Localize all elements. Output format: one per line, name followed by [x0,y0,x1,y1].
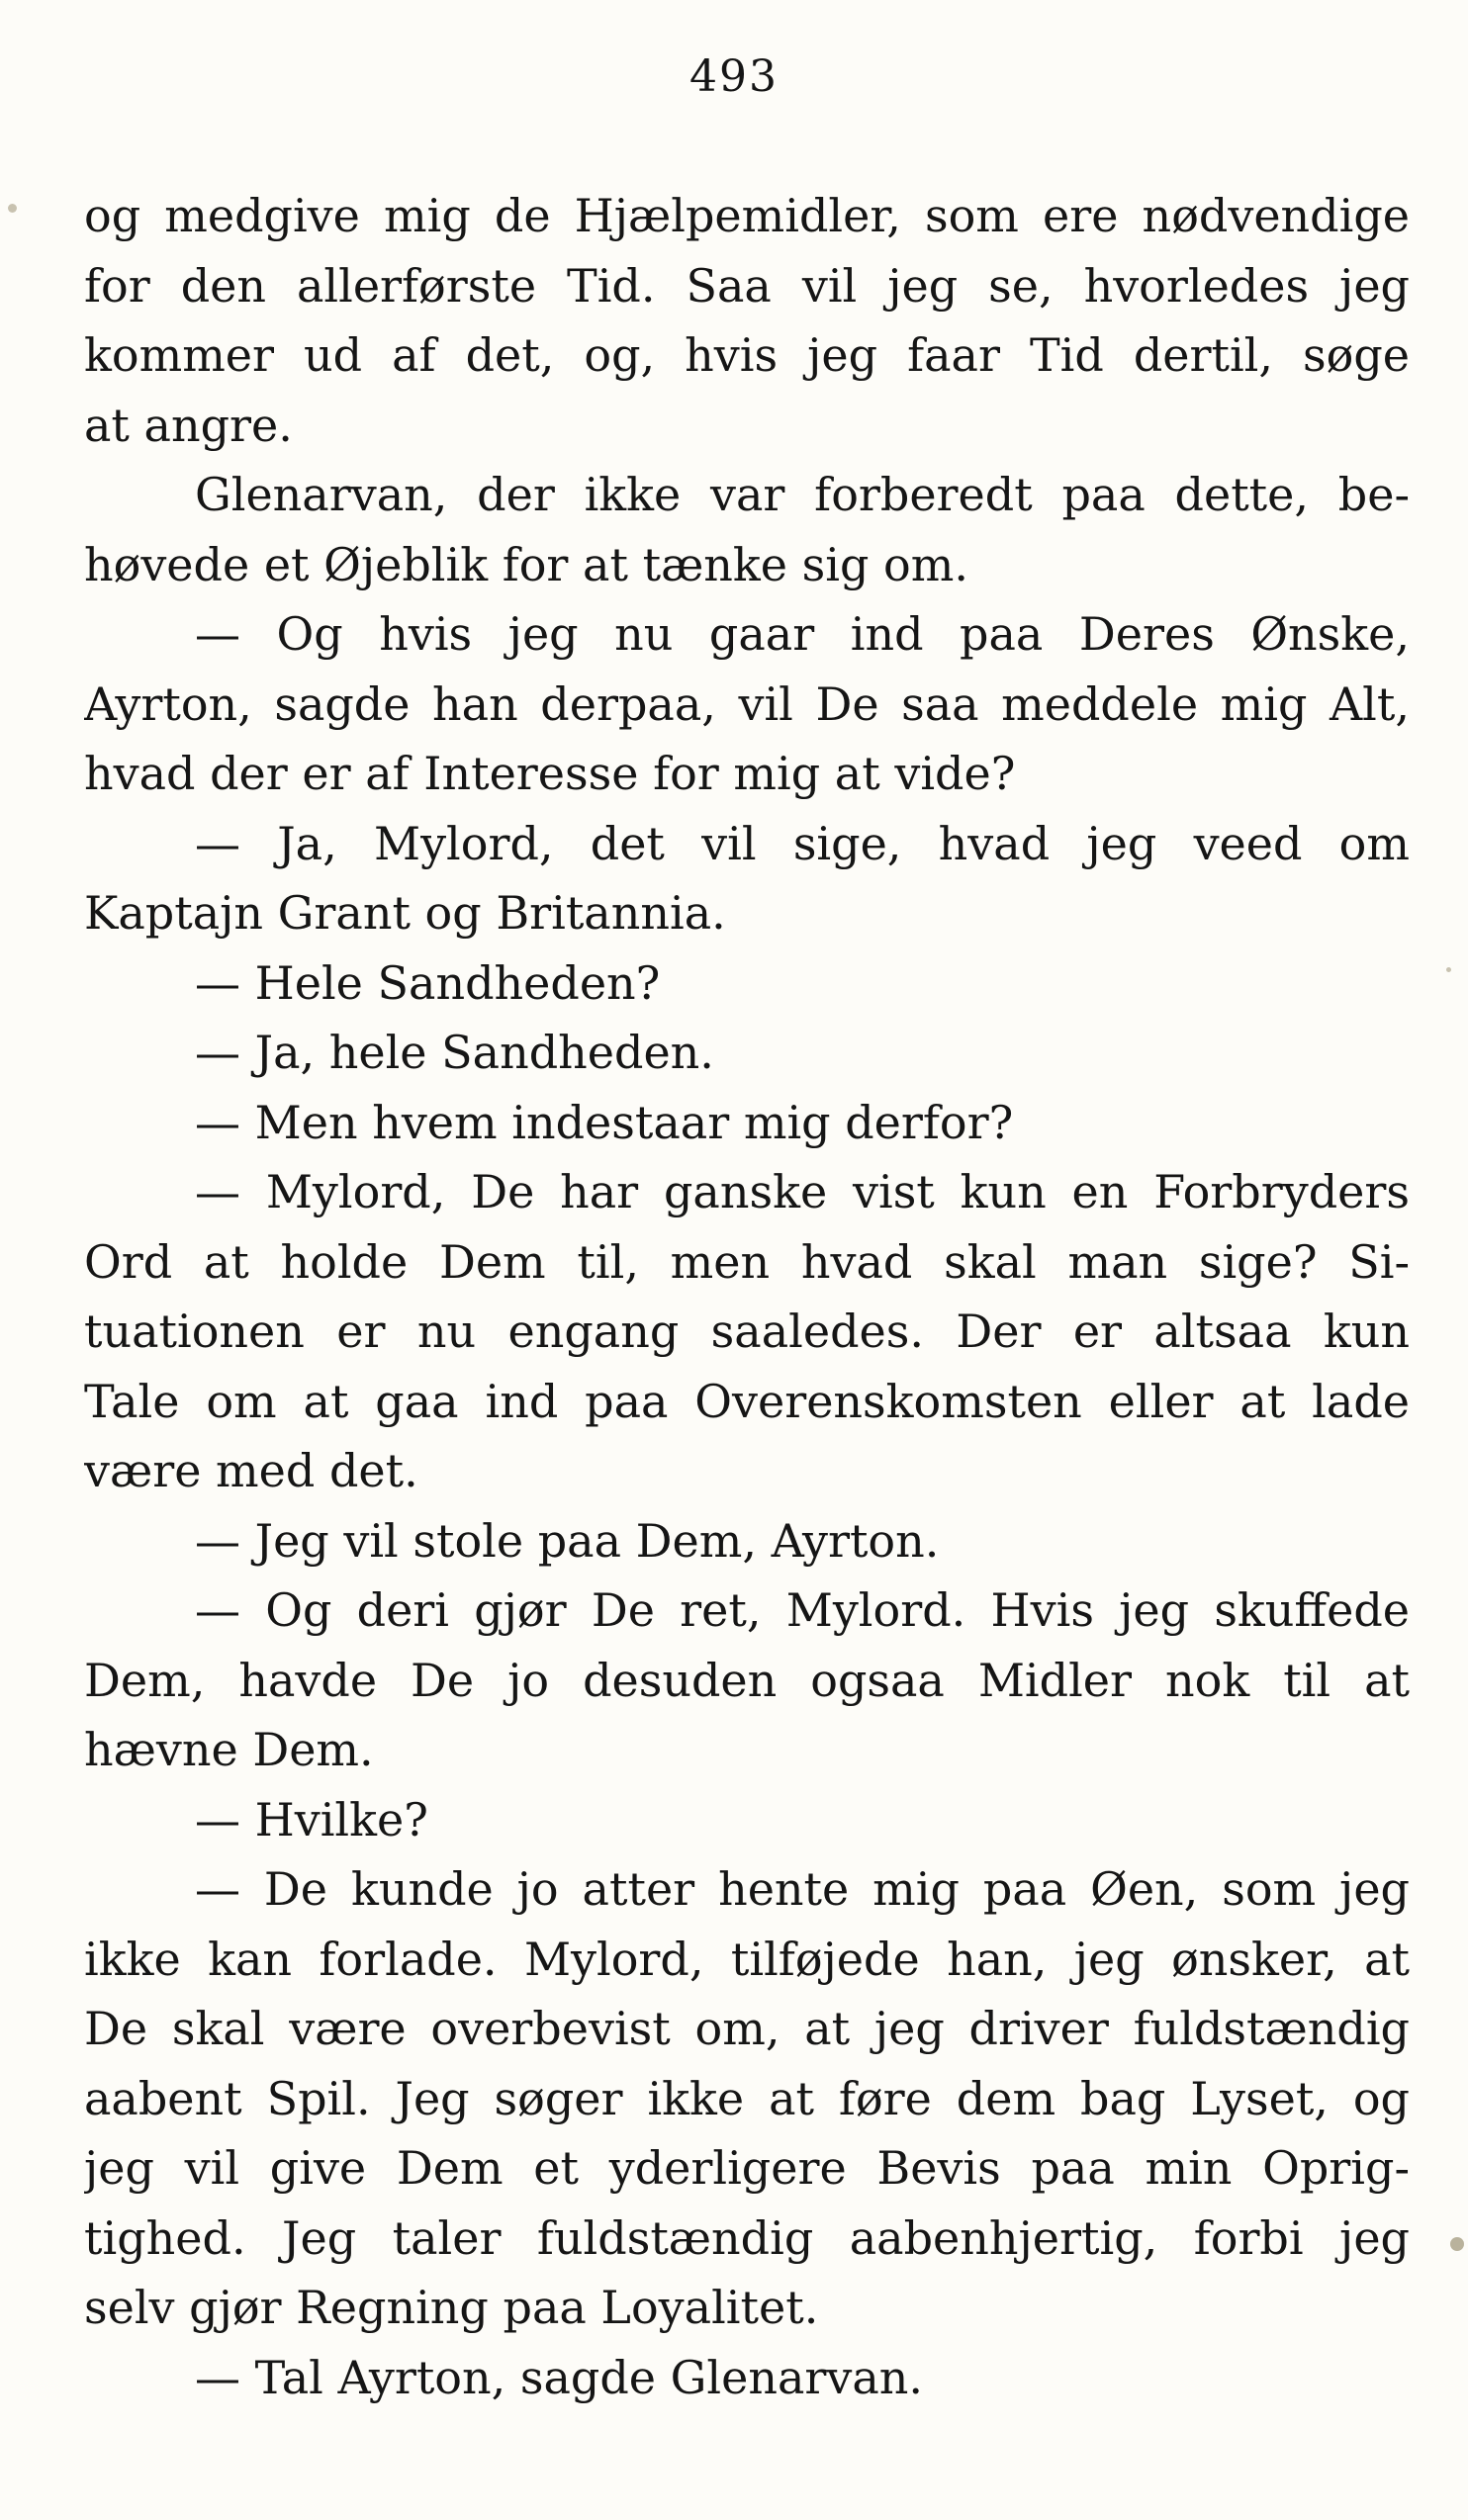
text-line: — Jeg vil stole paa Dem, Ayrton. [195,1513,940,1568]
text-line: være med det. [84,1444,418,1497]
text-line: jeg vil give Dem et yderligere Bevis paa min Oprig- [84,2141,1410,2195]
text-line: — Men hvem indestaar mig derfor? [195,1095,1014,1149]
text-line: selv gjør Regning paa Loyalitet. [84,2281,819,2334]
text-line: — Tal Ayrton, sagde Glenarvan. [195,2350,924,2404]
text-line: Glenarvan, der ikke var forberedt paa dette, be- [195,468,1410,521]
text-line: Ord at holde Dem til, men hvad skal man sige? Si- [84,1234,1410,1289]
text-line: høvede et Øjeblik for at tænke sig om. [84,537,968,591]
text-line: — De kunde jo atter hente mig paa Øen, som jeg [195,1862,1410,1916]
text-line: — Og hvis jeg nu gaar ind paa Deres Ønske, [195,607,1410,661]
text-line: kommer ud af det, og, hvis jeg faar Tid dertil, søge [84,328,1410,382]
text-line: Kaptajn Grant og Britannia. [84,886,726,940]
text-line: for den allerførste Tid. Saa vil jeg se, hvorledes jeg [84,258,1410,313]
page-number: 493 [689,51,779,102]
text-line: aabent Spil. Jeg søger ikke at føre dem bag Lyset, og [84,2071,1410,2125]
paper-speck [1450,2237,1464,2251]
text-line: — Ja, hele Sandheden. [195,1026,714,1079]
text-line: Ayrton, sagde han derpaa, vil De saa meddele mig Alt, [84,676,1410,731]
paper-speck [8,204,17,213]
text-line: at angre. [84,398,293,452]
body-text [84,181,1410,2412]
text-line: Tale om at gaa ind paa Overenskomsten eller at lade [84,1374,1410,1428]
text-line: hvad der er af Interesse for mig at vide? [84,747,1016,800]
text-line: hævne Dem. [84,1723,374,1776]
text-line: — Ja, Mylord, det vil sige, hvad jeg veed om [195,816,1410,870]
text-line: ikke kan forlade. Mylord, tilføjede han, jeg ønsker, at [84,1932,1410,1986]
text-line: Dem, havde De jo desuden ogsaa Midler nok til at [84,1653,1410,1707]
text-line: — Og deri gjør De ret, Mylord. Hvis jeg skuffede [195,1583,1410,1637]
text-line: — Mylord, De har ganske vist kun en Forbryders [195,1165,1410,1218]
text-line: — Hvilke? [195,1792,428,1846]
text-line: — Hele Sandheden? [195,955,661,1010]
text-line: tighed. Jeg taler fuldstændig aabenhjertig, forbi jeg [84,2210,1410,2265]
text-line: De skal være overbevist om, at jeg driver fuldstændig [84,2002,1410,2055]
paper-speck [1446,967,1451,972]
text-line: tuationen er nu engang saaledes. Der er altsaa kun [84,1305,1410,1358]
text-line: og medgive mig de Hjælpemidler, som ere nødvendige [84,189,1410,242]
